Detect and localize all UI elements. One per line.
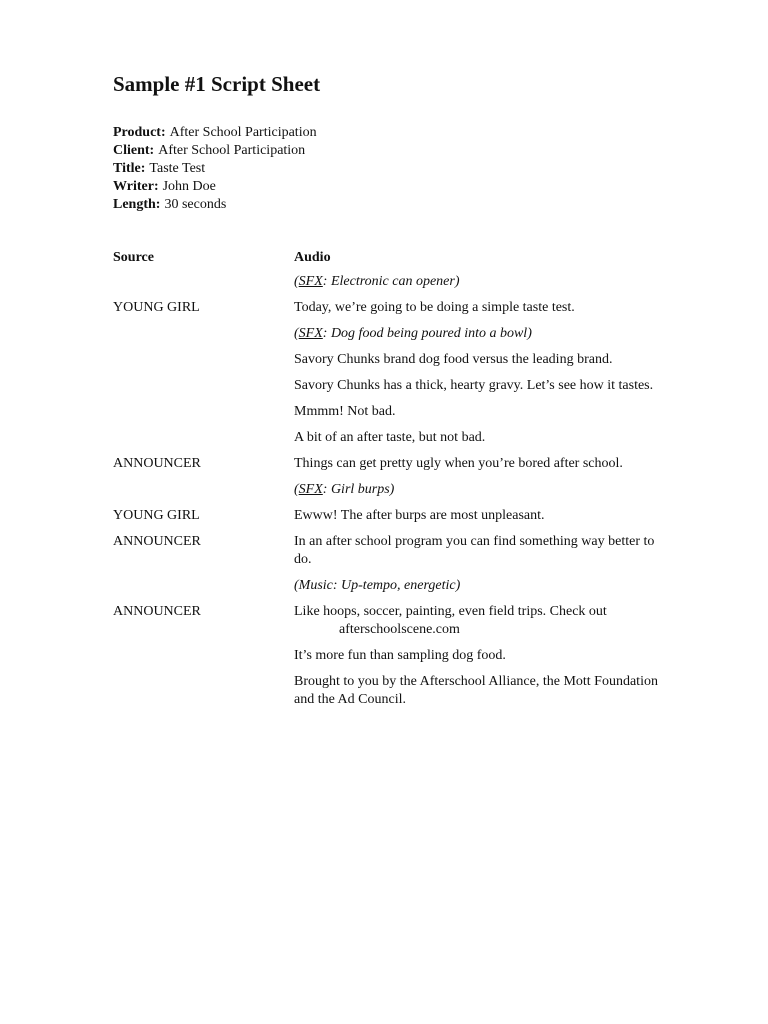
script-row <box>113 577 673 595</box>
meta-value: After School Participation <box>158 143 306 158</box>
script-row <box>113 673 673 709</box>
source-cell: ANNOUNCER <box>113 534 201 549</box>
script-row <box>113 429 673 447</box>
website-url: afterschoolscene.com <box>339 622 460 637</box>
source-cell <box>113 647 294 665</box>
script-row <box>113 273 673 291</box>
source-cell <box>113 325 294 343</box>
sfx-cue: (SFX: Dog food being poured into a bowl) <box>294 326 532 341</box>
meta-row-length <box>113 196 673 214</box>
audio-cell <box>294 603 673 639</box>
source-cell <box>113 403 294 421</box>
audio-cell: Savory Chunks has a thick, hearty gravy. Let’s see how it tastes. <box>294 378 654 393</box>
music-cue: (Music: Up-tempo, energetic) <box>294 578 461 593</box>
source-cell: YOUNG GIRL <box>113 508 200 523</box>
meta-value: John Doe <box>162 179 216 194</box>
source-cell <box>113 673 294 709</box>
meta-label: Client: <box>113 143 155 158</box>
audio-cell: It’s more fun than sampling dog food. <box>294 648 506 663</box>
audio-cell: Ewww! The after burps are most unpleasant. <box>294 508 545 523</box>
audio-column-header: Audio <box>294 250 331 265</box>
sfx-keyword: SFX <box>298 326 323 341</box>
script-row <box>113 481 673 499</box>
meta-label: Writer: <box>113 179 159 194</box>
audio-cell: A bit of an after taste, but not bad. <box>294 430 486 445</box>
script-table <box>113 249 673 709</box>
meta-row-product <box>113 124 673 142</box>
audio-cell: Mmmm! Not bad. <box>294 404 396 419</box>
source-cell: ANNOUNCER <box>113 604 201 619</box>
script-row <box>113 325 673 343</box>
script-row <box>113 351 673 369</box>
audio-cell: Today, we’re going to be doing a simple taste test. <box>294 300 575 315</box>
source-cell <box>113 273 294 291</box>
audio-cell: In an after school program you can find something way better to do. <box>294 534 655 567</box>
script-row <box>113 533 673 569</box>
script-row <box>113 377 673 395</box>
meta-row-client <box>113 142 673 160</box>
source-cell <box>113 481 294 499</box>
script-row <box>113 647 673 665</box>
source-cell <box>113 377 294 395</box>
source-cell <box>113 429 294 447</box>
audio-line: Like hoops, soccer, painting, even field trips. Check out <box>294 604 607 619</box>
script-sheet-page <box>113 70 673 717</box>
audio-cell: Things can get pretty ugly when you’re bored after school. <box>294 456 623 471</box>
script-row <box>113 603 673 639</box>
meta-label: Title: <box>113 161 146 176</box>
meta-value: Taste Test <box>149 161 206 176</box>
sfx-keyword: SFX <box>298 482 323 497</box>
source-cell: ANNOUNCER <box>113 456 201 471</box>
script-row <box>113 507 673 525</box>
script-header-row <box>113 249 673 267</box>
script-row <box>113 403 673 421</box>
source-column-header: Source <box>113 250 154 265</box>
sfx-keyword: SFX <box>298 274 323 289</box>
script-row <box>113 455 673 473</box>
source-cell <box>113 577 294 595</box>
meta-row-title <box>113 160 673 178</box>
sfx-cue: (SFX: Girl burps) <box>294 482 395 497</box>
audio-cell: Savory Chunks brand dog food versus the leading brand. <box>294 352 613 367</box>
meta-value: 30 seconds <box>164 197 227 212</box>
sfx-cue: (SFX: Electronic can opener) <box>294 274 460 289</box>
meta-label: Length: <box>113 197 161 212</box>
source-cell <box>113 351 294 369</box>
document-title: Sample #1 Script Sheet <box>113 72 321 96</box>
meta-value: After School Participation <box>169 125 317 140</box>
meta-row-writer <box>113 178 673 196</box>
script-metadata <box>113 124 673 214</box>
script-row <box>113 299 673 317</box>
meta-label: Product: <box>113 125 166 140</box>
source-cell: YOUNG GIRL <box>113 300 200 315</box>
audio-cell: Brought to you by the Afterschool Alliance, the Mott Foundation and the Ad Council. <box>294 674 658 707</box>
